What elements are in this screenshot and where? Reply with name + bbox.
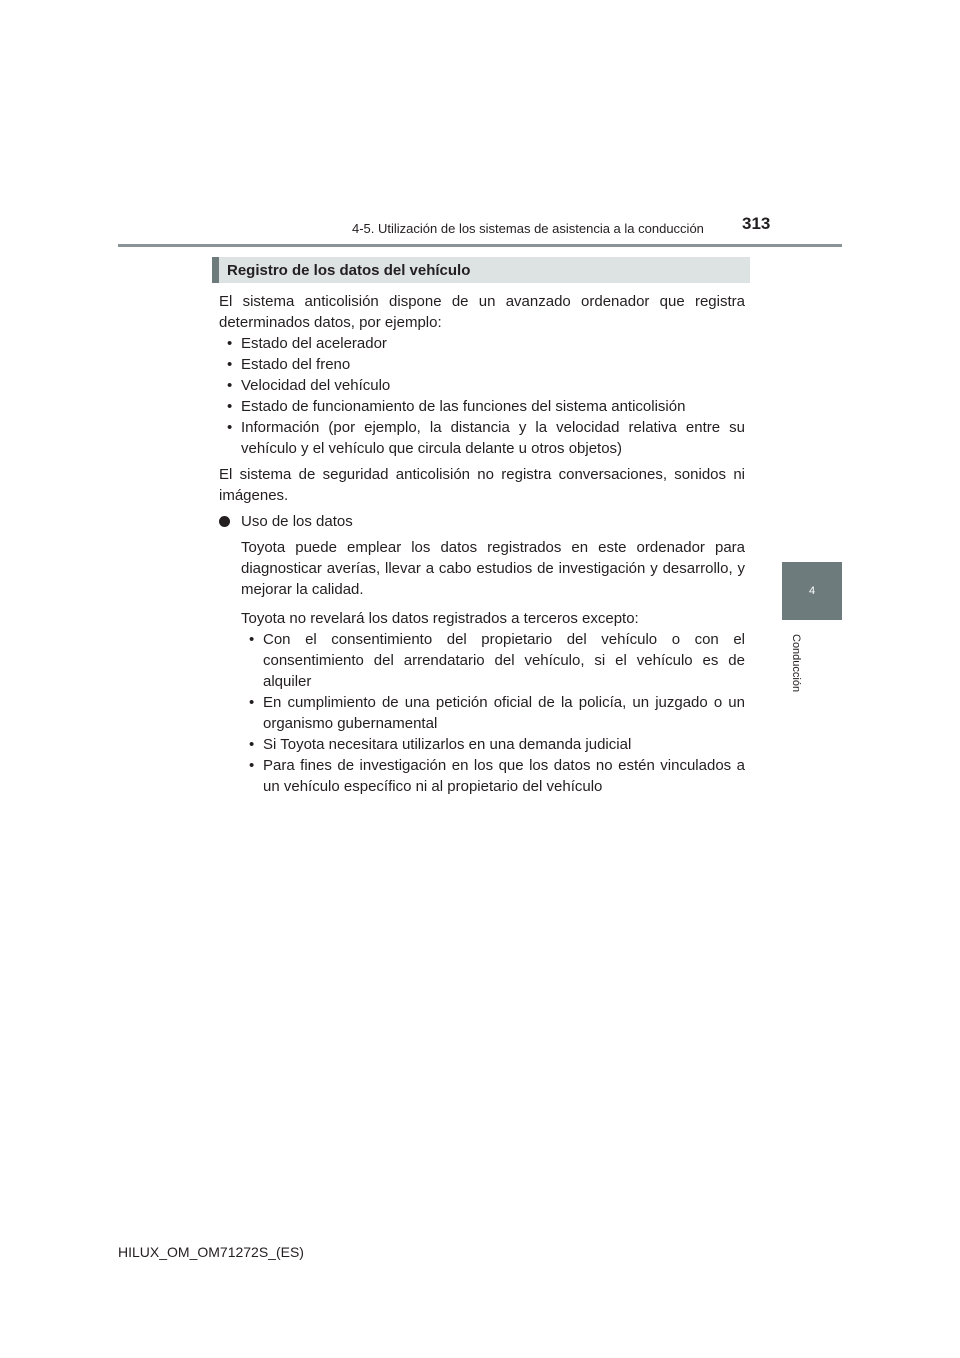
- section-content: [219, 291, 745, 797]
- bullet-dot-icon: •: [227, 377, 233, 394]
- list-item-text: Velocidad del vehículo: [241, 377, 391, 394]
- list-item-text: Estado del freno: [241, 356, 351, 373]
- list-item: [219, 396, 745, 417]
- intro-paragraph: El sistema anticolisión dispone de un avanzado ordenador que registra determinados datos, por ejemplo:: [219, 293, 745, 331]
- bullet-dot-icon: •: [227, 356, 233, 373]
- list-item: [219, 333, 745, 354]
- list-item: [241, 755, 745, 797]
- disclosure-intro: Toyota no revelará los datos registrados a terceros excepto:: [241, 610, 639, 627]
- list-item: [219, 417, 745, 459]
- recorded-items-list: [219, 333, 745, 459]
- list-item-text: En cumplimiento de una petición oficial de la policía, un juzgado o un organismo gubernamental: [263, 694, 745, 732]
- page-number: 313: [742, 214, 771, 233]
- section-heading-text: Registro de los datos del vehículo: [227, 261, 471, 279]
- bullet-dot-icon: •: [249, 631, 255, 648]
- data-usage-title: Uso de los datos: [241, 513, 353, 530]
- data-usage-subsection-title: [219, 511, 745, 532]
- data-usage-purpose: Toyota puede emplear los datos registrados en este ordenador para diagnosticar averías, llevar a cabo estudios de investigación y desarrollo, y mejorar la calidad.: [241, 539, 745, 598]
- chapter-tab-number: 4: [808, 585, 816, 597]
- data-usage-body: [219, 537, 745, 797]
- list-item-text: Para fines de investigación en los que los datos no estén vinculados a un vehículo específico ni al propietario del vehículo: [263, 757, 745, 795]
- list-item: [241, 629, 745, 692]
- chapter-tab[interactable]: [782, 562, 842, 620]
- bullet-dot-icon: •: [227, 335, 233, 352]
- list-item: [241, 734, 745, 755]
- document-code: HILUX_OM_OM71272S_(ES): [118, 1244, 304, 1260]
- not-recorded-paragraph: El sistema de seguridad anticolisión no registra conversaciones, sonidos ni imágenes.: [219, 466, 745, 504]
- chapter-tab-label: Conducción: [790, 634, 802, 693]
- list-item: [219, 354, 745, 375]
- header-section-title: 4-5. Utilización de los sistemas de asistencia a la conducción: [352, 221, 704, 236]
- list-item-text: Estado de funcionamiento de las funciones del sistema anticolisión: [241, 398, 686, 415]
- list-item-text: Si Toyota necesitara utilizarlos en una demanda judicial: [263, 736, 632, 753]
- filled-circle-icon: [219, 516, 230, 527]
- list-item: [219, 375, 745, 396]
- header-divider: [118, 244, 842, 247]
- list-item-text: Con el consentimiento del propietario del vehículo o con el consentimiento del arrendatario del vehículo, si el vehículo es de alquiler: [263, 631, 745, 690]
- section-heading: [212, 257, 750, 283]
- list-item-text: Información (por ejemplo, la distancia y la velocidad relativa entre su vehículo y el vehículo que circula delante u otros objetos): [241, 419, 745, 457]
- bullet-dot-icon: •: [249, 736, 255, 753]
- bullet-dot-icon: •: [249, 757, 255, 774]
- list-item-text: Estado del acelerador: [241, 335, 387, 352]
- list-item: [241, 692, 745, 734]
- bullet-dot-icon: •: [249, 694, 255, 711]
- bullet-dot-icon: •: [227, 398, 233, 415]
- disclosure-exceptions-list: [241, 629, 745, 797]
- bullet-dot-icon: •: [227, 419, 233, 436]
